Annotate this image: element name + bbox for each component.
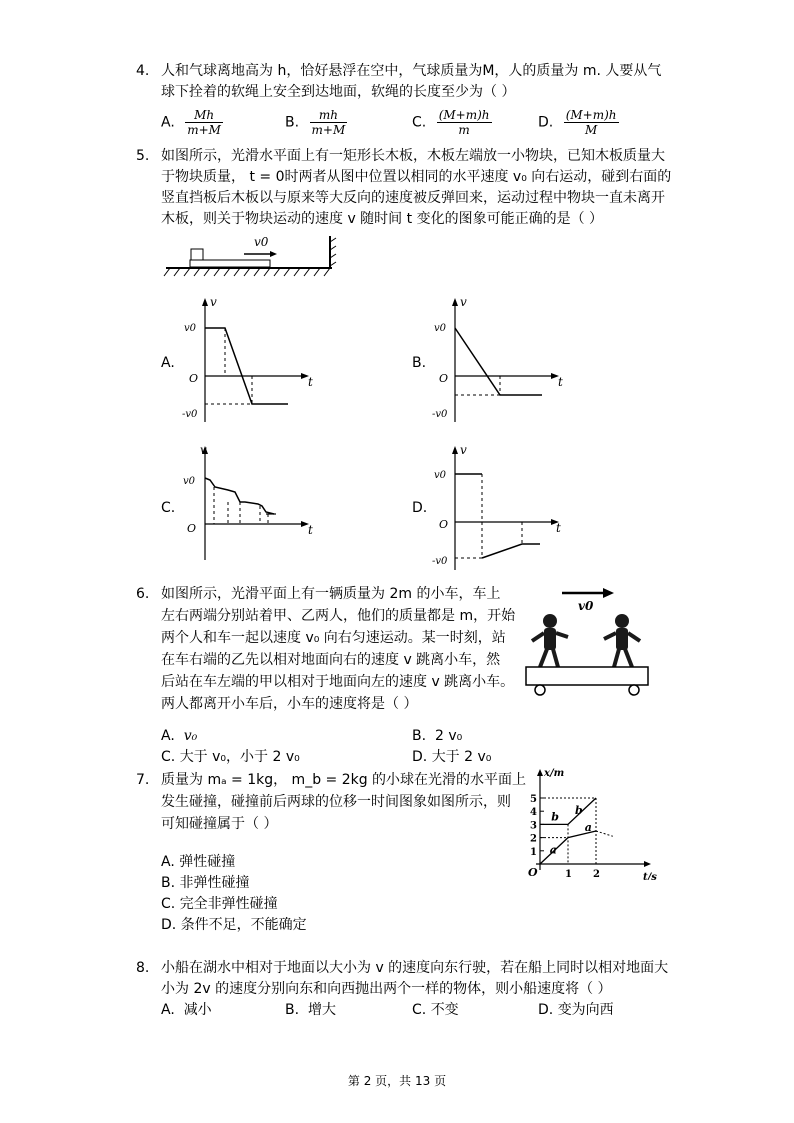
- q7-option-a-letter: A.: [161, 854, 175, 870]
- q5-text-line4: 木板，则关于物块运动的速度 v 随时间 t 变化的图象可能正确的是（ ）: [161, 211, 604, 227]
- q4-option-c-fraction: [437, 108, 492, 137]
- q8-option-b-text: 增大: [307, 1002, 336, 1018]
- q5-graph-a-v-label: v: [210, 295, 217, 309]
- q4-option-b[interactable]: [285, 108, 347, 137]
- q6-cart-figure: [510, 585, 660, 700]
- q5-graph-a: [180, 292, 325, 432]
- q5-graph-a-neg-v0: -v0: [182, 409, 198, 420]
- page-footer: 第 2 页，共 13 页: [347, 1074, 447, 1088]
- q7-y-tick-label: 1: [530, 846, 537, 858]
- q7-option-c-letter: C.: [161, 896, 176, 912]
- q7-series-a: [540, 831, 596, 864]
- q8-number: 8.: [136, 960, 150, 976]
- q4-text-line2: 球下拴着的软绳上安全到达地面，软绳的长度至少为（ ）: [161, 84, 516, 100]
- q5-graph-d-origin: O: [439, 518, 449, 531]
- q7-text-line1: 质量为 mₐ = 1kg， m_b = 2kg 的小球在光滑的水平面上: [161, 772, 527, 788]
- q5-graph-d: [430, 440, 575, 580]
- q5-graph-d-neg-v0: -v0: [432, 556, 448, 567]
- q6-text-line1: 如图所示，光滑平面上有一辆质量为 2m 的小车，车上: [161, 586, 501, 602]
- q7-text-line2: 发生碰撞，碰撞前后两球的位移一时间图象如图所示，则: [161, 794, 511, 810]
- q7-option-c-text: 完全非弹性碰撞: [179, 896, 278, 912]
- q8-text-line2: 小为 2v 的速度分别向东和向西抛出两个一样的物体，则小船速度将（ ）: [161, 981, 612, 997]
- q7-option-b-text: 非弹性碰撞: [179, 875, 250, 891]
- q7-x-tick-label: 2: [593, 869, 600, 880]
- q5-number: 5.: [136, 148, 150, 164]
- q5-graph-c-t-label: t: [308, 523, 313, 537]
- q5-option-d-letter[interactable]: D.: [412, 500, 428, 516]
- q6-option-d[interactable]: [412, 747, 491, 767]
- q5-graph-c-v0: v0: [183, 476, 196, 487]
- q8-option-b[interactable]: [285, 1000, 336, 1020]
- q6-fig-v0-label: v0: [578, 599, 594, 613]
- q8-text-line1: 小船在湖水中相对于地面以大小为 v 的速度向东行驶，若在船上同时以相对地面大: [161, 960, 669, 976]
- q5-board: [190, 260, 270, 267]
- q5-graph-c-origin: O: [187, 522, 197, 535]
- q7-position-time-chart: [518, 764, 666, 880]
- q5-graph-d-v-label: v: [460, 443, 467, 457]
- q4-option-b-letter: B.: [285, 114, 300, 131]
- q5-fig-v0-label: v0: [254, 235, 269, 249]
- q7-annotation-b: b: [551, 810, 559, 824]
- q6-option-a-text: v₀: [183, 728, 198, 744]
- q4-option-c-denominator: m: [458, 123, 470, 137]
- q5-block: [191, 249, 203, 260]
- q4-option-b-numerator: mh: [310, 108, 348, 123]
- q5-text-line1: 如图所示，光滑水平面上有一矩形长木板，木板左端放一小物块，已知木板质量大: [161, 148, 665, 164]
- q5-graph-b-neg-v0: -v0: [432, 409, 448, 420]
- q4-option-a-fraction: [185, 108, 223, 137]
- q7-y-tick-label: 2: [530, 833, 537, 845]
- q6-option-b-text: 2 v₀: [434, 728, 463, 744]
- q5-text-line2: 于物块质量， t = 0时两者从图中位置以相同的水平速度 v₀ 向右运动，碰到右面的: [161, 169, 672, 185]
- q8-option-a-text: 减小: [183, 1002, 212, 1018]
- q8-option-a-letter: A.: [161, 1002, 175, 1018]
- q4-option-d-fraction: [564, 108, 619, 137]
- q8-option-d[interactable]: [538, 1000, 614, 1020]
- q7-annotation-b: b: [575, 803, 583, 817]
- q7-origin: O: [528, 866, 538, 879]
- q7-option-b[interactable]: [161, 873, 250, 893]
- q8-option-a[interactable]: [161, 1000, 212, 1020]
- q6-text-line5: 后站在车左端的甲以相对于地面向左的速度 v 跳离小车。: [161, 674, 515, 690]
- q7-guide-tail: [596, 831, 613, 836]
- q6-number: 6.: [136, 586, 150, 602]
- q5-text-line3: 竖直挡板后木板以与原来等大反向的速度被反弹回来，运动过程中物块一直未离开: [161, 190, 665, 206]
- q4-option-c[interactable]: [412, 108, 492, 137]
- q4-option-a[interactable]: [161, 108, 223, 137]
- q4-option-d-letter: D.: [538, 114, 554, 131]
- q6-text-line6: 两人都离开小车后，小车的速度将是（ ）: [161, 696, 418, 712]
- q8-option-d-text: 变为向西: [557, 1002, 614, 1018]
- q7-option-d[interactable]: [161, 915, 307, 935]
- q4-option-b-denominator: m+M: [311, 123, 346, 137]
- q5-graph-d-t-label: t: [556, 521, 561, 535]
- q5-graph-a-origin: O: [189, 372, 199, 385]
- q6-text-line3: 两个人和车一起以速度 v₀ 向右匀速运动。某一时刻，站: [161, 630, 506, 646]
- q6-text-line4: 在车右端的乙先以相对地面向右的速度 v 跳离小车，然: [161, 652, 501, 668]
- q6-cart-body: [526, 667, 648, 685]
- q4-option-d-denominator: M: [584, 123, 598, 137]
- q6-option-d-letter: D.: [412, 749, 428, 765]
- q5-option-c-letter[interactable]: C.: [161, 500, 176, 516]
- q5-graph-b: [430, 292, 575, 432]
- q5-option-a-letter[interactable]: A.: [161, 355, 175, 371]
- q5-graph-c: [180, 440, 325, 570]
- q5-graph-a-v0: v0: [184, 323, 197, 334]
- q5-graph-b-origin: O: [439, 372, 449, 385]
- q8-option-c[interactable]: [412, 1000, 459, 1020]
- q6-option-a-letter: A.: [161, 728, 175, 744]
- q5-graph-c-v-label: v: [200, 443, 207, 457]
- q7-option-b-letter: B.: [161, 875, 176, 891]
- q7-y-tick-label: 4: [530, 807, 537, 819]
- q4-option-a-letter: A.: [161, 114, 175, 131]
- q7-y-label: x/m: [544, 768, 565, 779]
- person-right-figure: [604, 614, 640, 667]
- q7-option-d-text: 条件不足，不能确定: [180, 917, 307, 933]
- q7-number: 7.: [136, 772, 150, 788]
- q4-option-b-fraction: [310, 108, 348, 137]
- q7-annotation-a: a: [549, 843, 557, 857]
- q7-option-a[interactable]: [161, 852, 235, 872]
- q7-y-tick-label: 3: [530, 820, 537, 832]
- q4-option-d-numerator: (M+m)h: [565, 108, 617, 122]
- q6-option-c-text: 大于 v₀，小于 2 v₀: [179, 749, 300, 765]
- q4-option-c-letter: C.: [412, 114, 427, 131]
- q4-option-a-denominator: m+M: [187, 123, 221, 137]
- q8-option-b-letter: B.: [285, 1002, 300, 1018]
- q4-option-c-numerator: (M+m)h: [438, 108, 490, 122]
- q5-graph-a-t-label: t: [308, 375, 313, 389]
- q7-y-tick-label: 5: [530, 794, 537, 805]
- q4-number: 4.: [136, 63, 150, 79]
- q6-option-c[interactable]: [161, 747, 300, 767]
- q7-y-axis-arrow: [537, 769, 543, 776]
- q7-option-c[interactable]: [161, 894, 278, 914]
- q4-option-a-numerator: Mh: [185, 108, 223, 123]
- q6-option-b[interactable]: [412, 726, 462, 746]
- q5-graph-d-v0: v0: [434, 470, 447, 481]
- q6-option-a[interactable]: [161, 726, 197, 746]
- q8-option-c-letter: C.: [412, 1002, 427, 1018]
- q5-board-figure: [160, 230, 340, 280]
- q8-option-c-text: 不变: [430, 1002, 459, 1018]
- q7-option-d-letter: D.: [161, 917, 177, 933]
- q6-option-d-text: 大于 2 v₀: [431, 749, 492, 765]
- q5-graph-b-v0: v0: [434, 323, 447, 334]
- q7-annotation-a: a: [584, 821, 592, 834]
- q8-option-d-letter: D.: [538, 1002, 554, 1018]
- q7-option-a-text: 弹性碰撞: [179, 854, 236, 870]
- q4-option-d[interactable]: [538, 108, 619, 137]
- q5-graph-b-t-label: t: [558, 375, 563, 389]
- q4-text-line1: 人和气球离地高为 h，恰好悬浮在空中，气球质量为M，人的质量为 m. 人要从气: [161, 63, 662, 79]
- q5-graph-b-v-label: v: [460, 295, 467, 309]
- q7-text-line3: 可知碰撞属于（ ）: [161, 816, 278, 832]
- q7-x-tick-label: 1: [565, 869, 572, 880]
- q5-option-b-letter[interactable]: B.: [412, 355, 427, 371]
- q6-option-c-letter: C.: [161, 749, 176, 765]
- q7-x-axis-arrow: [644, 861, 651, 867]
- q6-text-line2: 左右两端分别站着甲、乙两人，他们的质量都是 m，开始: [161, 608, 516, 624]
- q7-x-label: t/s: [643, 872, 657, 880]
- q6-option-b-letter: B.: [412, 728, 427, 744]
- person-left-figure: [532, 614, 568, 667]
